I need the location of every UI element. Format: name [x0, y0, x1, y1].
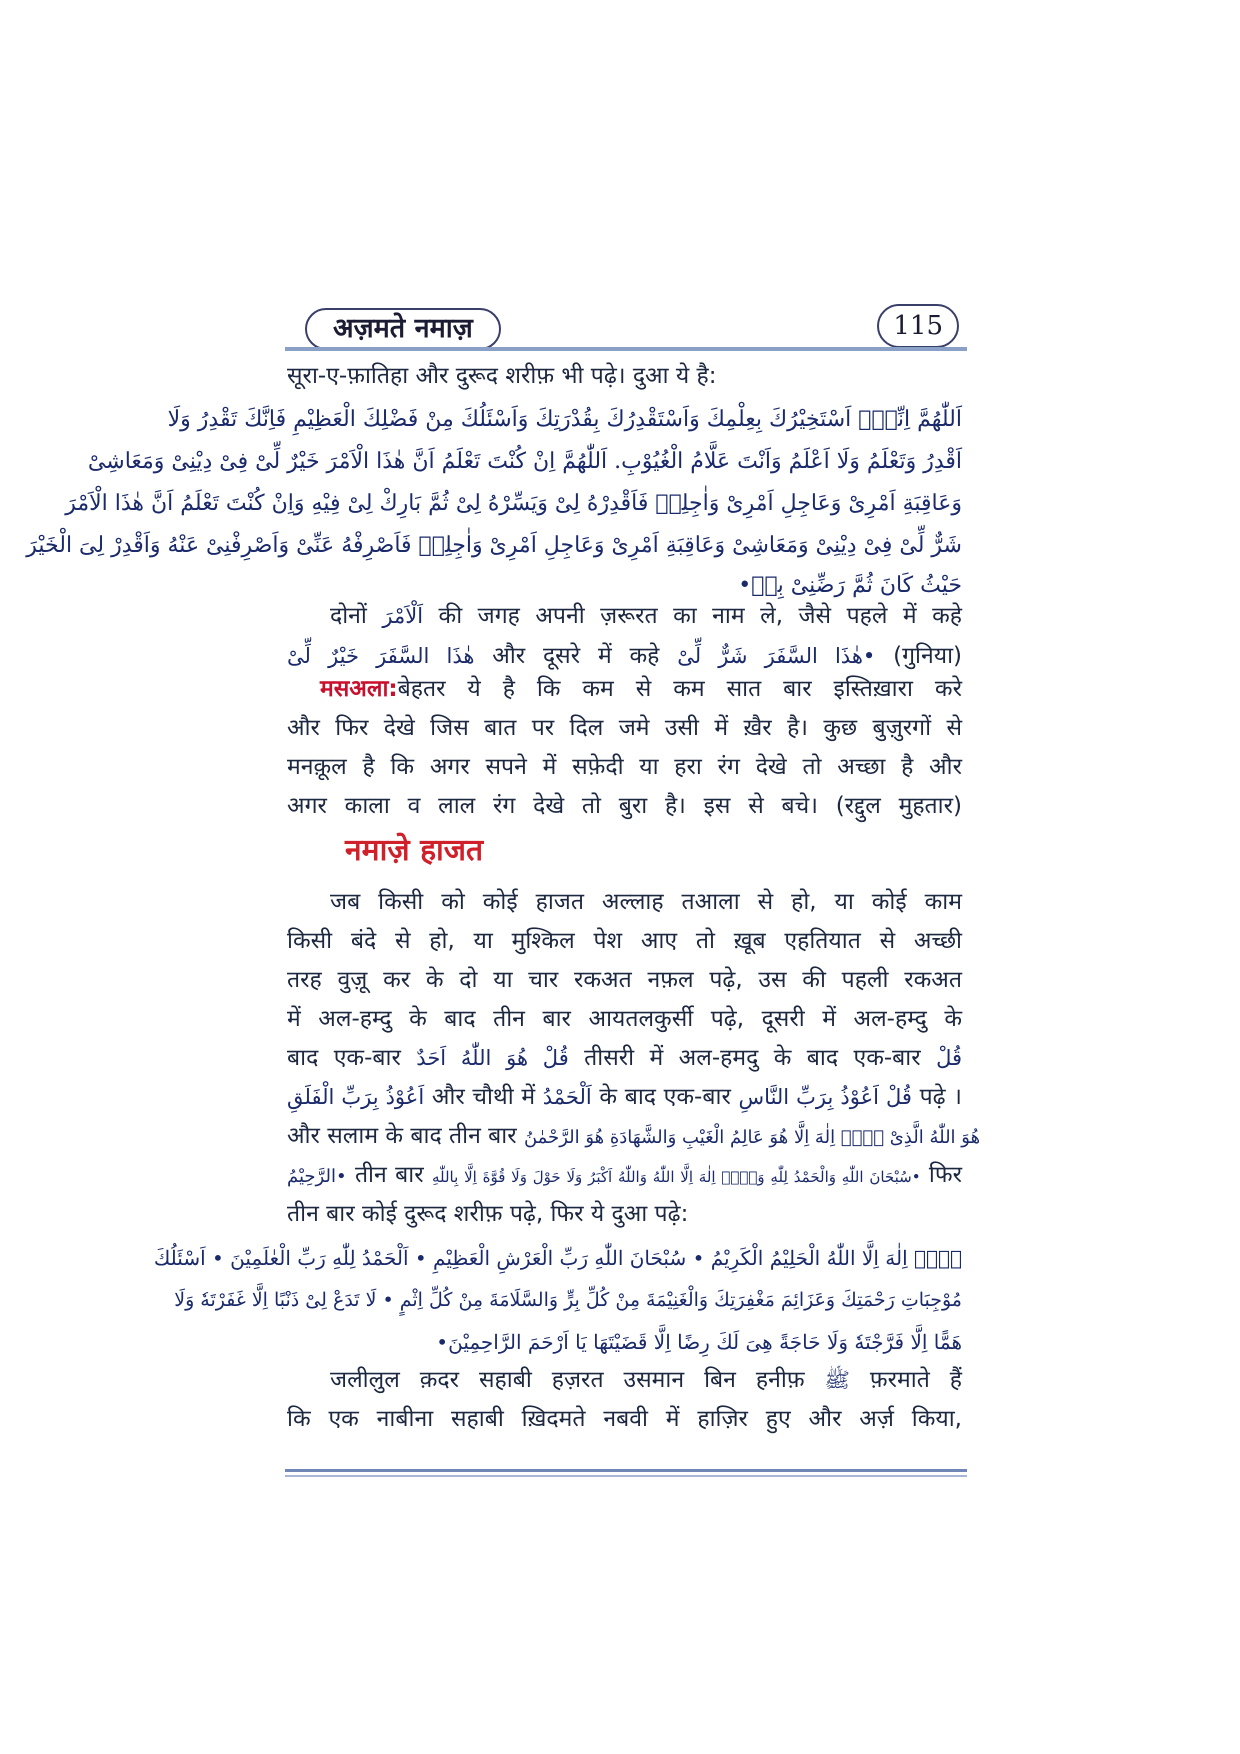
text-line	[320, 671, 962, 707]
text-line: और फिर देखे जिस बात पर दिल जमे उसी में ख़ैर है। कुछ बुज़ुरगों से	[287, 715, 962, 741]
section-heading: नमाज़े हाजत	[345, 833, 484, 868]
arabic-dua-line: هَمًّا اِلَّا فَرَّجْتَهٗ وَلَا حَاجَةً هِیَ لَكَ رِضًا اِلَّا قَضَیْتَهَا یَا اَرْحَمَ الرَّاحِمِیْنَ•	[436, 1330, 962, 1354]
text-span: फ़रमाते हैं	[869, 1367, 963, 1393]
arabic-dua-line: مُوْجِبَاتِ رَحْمَتِكَ وَعَزَائِمَ مَغْفِرَتِكَ وَالْغَنِیْمَةَ مِنْ كُلِّ بِرٍّ وَالسَّلَامَةَ مِنْ كُلِّ اِثْمٍ • لَا تَدَعْ لِیْ ذَنْبًا اِلَّا غَفَرْتَهٗ وَلَا	[174, 1289, 962, 1311]
text-line: जब किसी को कोई हाजत अल्लाह तआला से हो, या कोई काम	[330, 889, 962, 915]
text-line: सूरा-ए-फ़ातिहा और दुरूद शरीफ़ भी पढ़े। दुआ ये है:	[287, 363, 717, 389]
arabic-inline: سُبْحَانَ اللّٰهِ وَالْحَمْدُ لِلّٰهِ وَلَاۤ اِلٰهَ اِلَّا اللّٰهُ وَاللّٰهُ اَكْبَرُ وَلَا حَوْلَ وَلَا قُوَّةَ اِلَّا بِاللّٰهِ•	[431, 1168, 921, 1186]
masala-label: मसअला:	[320, 676, 398, 702]
arabic-dua-line: شَرٌّ لِّیْ فِیْ دِیْنِیْ وَمَعَاشِیْ وَعَاقِبَةِ اَمْرِیْ وَعَاجِلِ اَمْرِیْ وَاٰجِلِهٖ فَاَصْرِفْهُ عَنِّیْ وَاَصْرِفْنِیْ عَنْهُ وَاَقْدِرْ لِیَ الْخَیْرَ	[26, 533, 962, 558]
text-line	[287, 1040, 962, 1076]
text-span: जलीलुल क़दर सहाबी हज़रत उसमान बिन हनीफ़	[330, 1367, 805, 1393]
text-span: और चौथी में	[431, 1084, 536, 1110]
footer-rule	[285, 1469, 967, 1472]
header-rule	[285, 347, 967, 351]
arabic-dua-line: وَعَاقِبَةِ اَمْرِیْ وَعَاجِلِ اَمْرِیْ وَاٰجِلِهٖ فَاَقْدِرْهُ لِیْ وَیَسِّرْهُ لِیْ ثُمَّ بَارِكْ لِیْ فِیْهِ وَاِنْ كُنْتَ تَعْلَمُ اَنَّ هٰذَا الْاَمْرَ	[65, 491, 962, 516]
text-span: और दूसरे में कहे	[492, 643, 660, 669]
arabic-inline: قُلْ	[936, 1046, 963, 1070]
book-title: अज़मते नमाज़	[305, 308, 501, 350]
text-span: के बाद एक-बार	[599, 1084, 731, 1110]
text-line	[330, 598, 962, 634]
arabic-dua-line: اَقْدِرُ وَتَعْلَمُ وَلَا اَعْلَمُ وَاَنْتَ عَلَّامُ الْغُیُوْبِ. اَللّٰهُمَّ اِنْ كُنْتَ تَعْلَمُ اَنَّ هٰذَا الْاَمْرَ خَیْرٌ لِّیْ فِیْ دِیْنِیْ وَمَعَاشِیْ	[87, 449, 962, 474]
text-span: पढ़े ।	[919, 1084, 963, 1110]
text-line	[287, 1157, 962, 1195]
text-line	[330, 1362, 962, 1398]
text-line: किसी बंदे से हो, या मुश्किल पेश आए तो ख़ूब एहतियात से अच्छी	[287, 928, 962, 954]
text-span: (गुनिया)	[893, 643, 963, 669]
page-header	[285, 302, 967, 352]
arabic-inline: اَعُوْذُ بِرَبِّ الْفَلَقِ	[287, 1085, 425, 1109]
text-span: फिर	[928, 1162, 963, 1188]
arabic-inline: هٰذَا السَّفَرَ شَرٌّ لِّیْ•	[677, 644, 876, 668]
page-number: 115	[877, 304, 959, 348]
text-span: और सलाम के बाद तीन बार	[287, 1123, 517, 1149]
arabic-inline: هٰذَا السَّفَرَ خَیْرٌ لِّیْ	[287, 644, 475, 668]
text-span: बाद एक-बार	[287, 1045, 401, 1071]
text-span: तीन बार	[354, 1162, 424, 1188]
arabic-dua-line: اَللّٰهُمَّ اِنِّیْۤ اَسْتَخِیْرُكَ بِعِلْمِكَ وَاَسْتَقْدِرُكَ بِقُدْرَتِكَ وَاَسْئَلُكَ مِنْ فَضْلِكَ الْعَظِیْمِ فَاِنَّكَ تَقْدِرُ وَلَا	[167, 407, 962, 432]
text-line	[287, 638, 962, 674]
text-line: तीन बार कोई दुरूद शरीफ़ पढ़े, फिर ये दुआ पढ़े:	[287, 1201, 689, 1227]
text-span: बेहतर ये है कि कम से कम सात बार इस्तिख़ारा करे	[397, 676, 962, 702]
text-line: तरह वुज़ू कर के दो या चार रकअत नफ़ल पढ़े, उस की पहली रकअत	[287, 967, 962, 993]
arabic-inline: اَلْحَمْدُ	[542, 1085, 592, 1109]
text-line: में अल-हम्दु के बाद तीन बार आयतलकुर्सी पढ़े, दूसरी में अल-हम्दु के	[287, 1006, 962, 1032]
arabic-inline: اَلْاَمْرَ	[382, 604, 424, 628]
arabic-inline: الرَّحِیْمُ•	[287, 1166, 347, 1187]
text-line: मनक़ूल है कि अगर सपने में सफ़ेदी या हरा रंग देखे तो अच्छा है और	[287, 754, 962, 780]
text-span: तीसरी में अल-हमदु के बाद एक-बार	[584, 1045, 921, 1071]
text-span: दोनों	[330, 603, 367, 629]
honorific-glyph: ﷺ	[824, 1368, 850, 1392]
arabic-inline: قُلْ هُوَ اللّٰهُ اَحَدٌ	[416, 1046, 569, 1070]
text-span: की जगह अपनी ज़रूरत का नाम ले, जैसे पहले में कहे	[438, 603, 963, 629]
text-line: कि एक नाबीना सहाबी ख़िदमते नबवी में हाज़िर हुए और अर्ज़ किया,	[287, 1406, 962, 1432]
arabic-inline: قُلْ اَعُوْذُ بِرَبِّ النَّاسِ	[738, 1085, 912, 1109]
footer-rule-thin	[285, 1475, 967, 1477]
text-line	[287, 1079, 962, 1115]
arabic-dua-line: حَیْثُ كَانَ ثُمَّ رَضِّنِیْ بِهٖ•	[738, 573, 962, 598]
arabic-dua-line: لَاۤ اِلٰهَ اِلَّا اللّٰهُ الْحَلِیْمُ الْكَرِیْمُ • سُبْحَانَ اللّٰهِ رَبِّ الْعَرْشِ الْعَظِیْمِ • اَلْحَمْدُ لِلّٰهِ رَبِّ الْعٰلَمِیْنَ • اَسْئَلُكَ	[153, 1246, 962, 1270]
text-line	[287, 1118, 981, 1156]
text-line: अगर काला व लाल रंग देखे तो बुरा है। इस से बचे। (रद्दुल मुहतार)	[287, 793, 962, 819]
arabic-inline: هُوَ اللّٰهُ الَّذِیْ لَاۤ اِلٰهَ اِلَّا هُوَ عَالِمُ الْغَیْبِ وَالشَّهَادَةِ هُوَ الرَّحْمٰنُ	[523, 1127, 981, 1148]
